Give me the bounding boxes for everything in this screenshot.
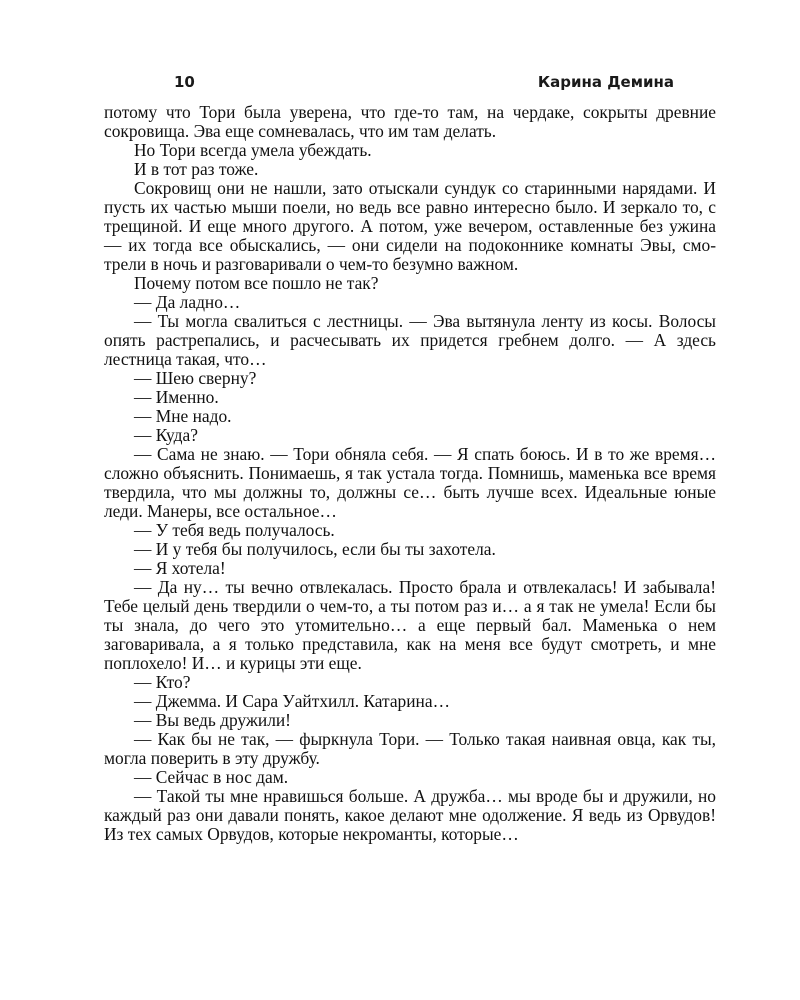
dialogue-line: — Да ладно… [134, 292, 241, 312]
dialogue-line: — Как бы не так, — фыркнула Тори. — Только такая наивная овца, как ты, могла поверить в эту дружбу. [104, 729, 716, 768]
dialogue-line: — Джемма. И Сара Уайтхилл. Катарина… [134, 691, 450, 711]
dialogue-line: — Шею сверну? [134, 368, 257, 388]
dialogue-line: — Куда? [134, 425, 198, 445]
dialogue-line: — Да ну… ты вечно отвлекалась. Просто брала и отвлекалась! И забывала! Тебе целый день твердили о чем-то, а ты потом раз и… а я так не умела! Если бы ты знала, до чего это утомительно… а еще первый бал. Маменька о нем заговаривала, а я только представила, как на меня все будут смотреть, и мне поплохело! И… и курицы эти еще. [104, 577, 716, 673]
dialogue-line: — Кто? [134, 672, 191, 692]
dialogue-line: — Вы ведь дружили! [134, 710, 291, 730]
paragraph: Но Тори всегда умела убеждать. [134, 140, 372, 160]
dialogue-line: — У тебя ведь получалось. [134, 520, 335, 540]
running-head-author: Карина Демина [537, 73, 674, 91]
page-number: 10 [174, 73, 195, 91]
page-header [174, 72, 674, 92]
dialogue-line: — Ты могла свалиться с лестницы. — Эва вытянула ленту из косы. Волосы опять растрепались, и расчесывать их придется гребнем долго. — А здесь лестница такая, что… [104, 311, 716, 369]
dialogue-line: — Сама не знаю. — Тори обняла себя. — Я спать боюсь. И в то же время… сложно объяснить. Понимаешь, я так устала тогда. Помнишь, маменька все время твердила, что мы должны то, должны се… быть лучше всех. Идеальные юные леди. Манеры, все остальное… [104, 444, 716, 521]
dialogue-line: — Такой ты мне нравишься больше. А дружба… мы вроде бы и дружили, но каждый раз они давали понять, какое делают мне одолжение. Я ведь из Орвудов! Из тех самых Орвудов, которые некроманты, которые… [104, 786, 716, 844]
dialogue-line: — Сейчас в нос дам. [134, 767, 289, 787]
dialogue-line: — И у тебя бы получилось, если бы ты захотела. [134, 539, 496, 559]
dialogue-line: — Я хотела! [134, 558, 226, 578]
paragraph: И в тот раз тоже. [134, 159, 259, 179]
paragraph: Почему потом все пошло не так? [134, 273, 379, 293]
body-text [104, 103, 716, 844]
dialogue-line: — Мне надо. [134, 406, 232, 426]
paragraph: Сокровищ они не нашли, зато отыскали сундук со старинными нарядами. И пусть их частью мыши поели, но ведь все равно интересно было. И зеркало то, с трещиной. И еще много другого. А потом, уже вечером, оставленные без ужина — их тогда все обыскались, — они сидели на подоконнике комнаты Эвы, смотрели в ночь и разговаривали о чем-то безумно важном. [104, 178, 716, 274]
paragraph: потому что Тори была уверена, что где-то там, на чердаке, сокрыты древние сокровища. Эва еще сомневалась, что им там делать. [104, 102, 716, 141]
dialogue-line: — Именно. [134, 387, 219, 407]
